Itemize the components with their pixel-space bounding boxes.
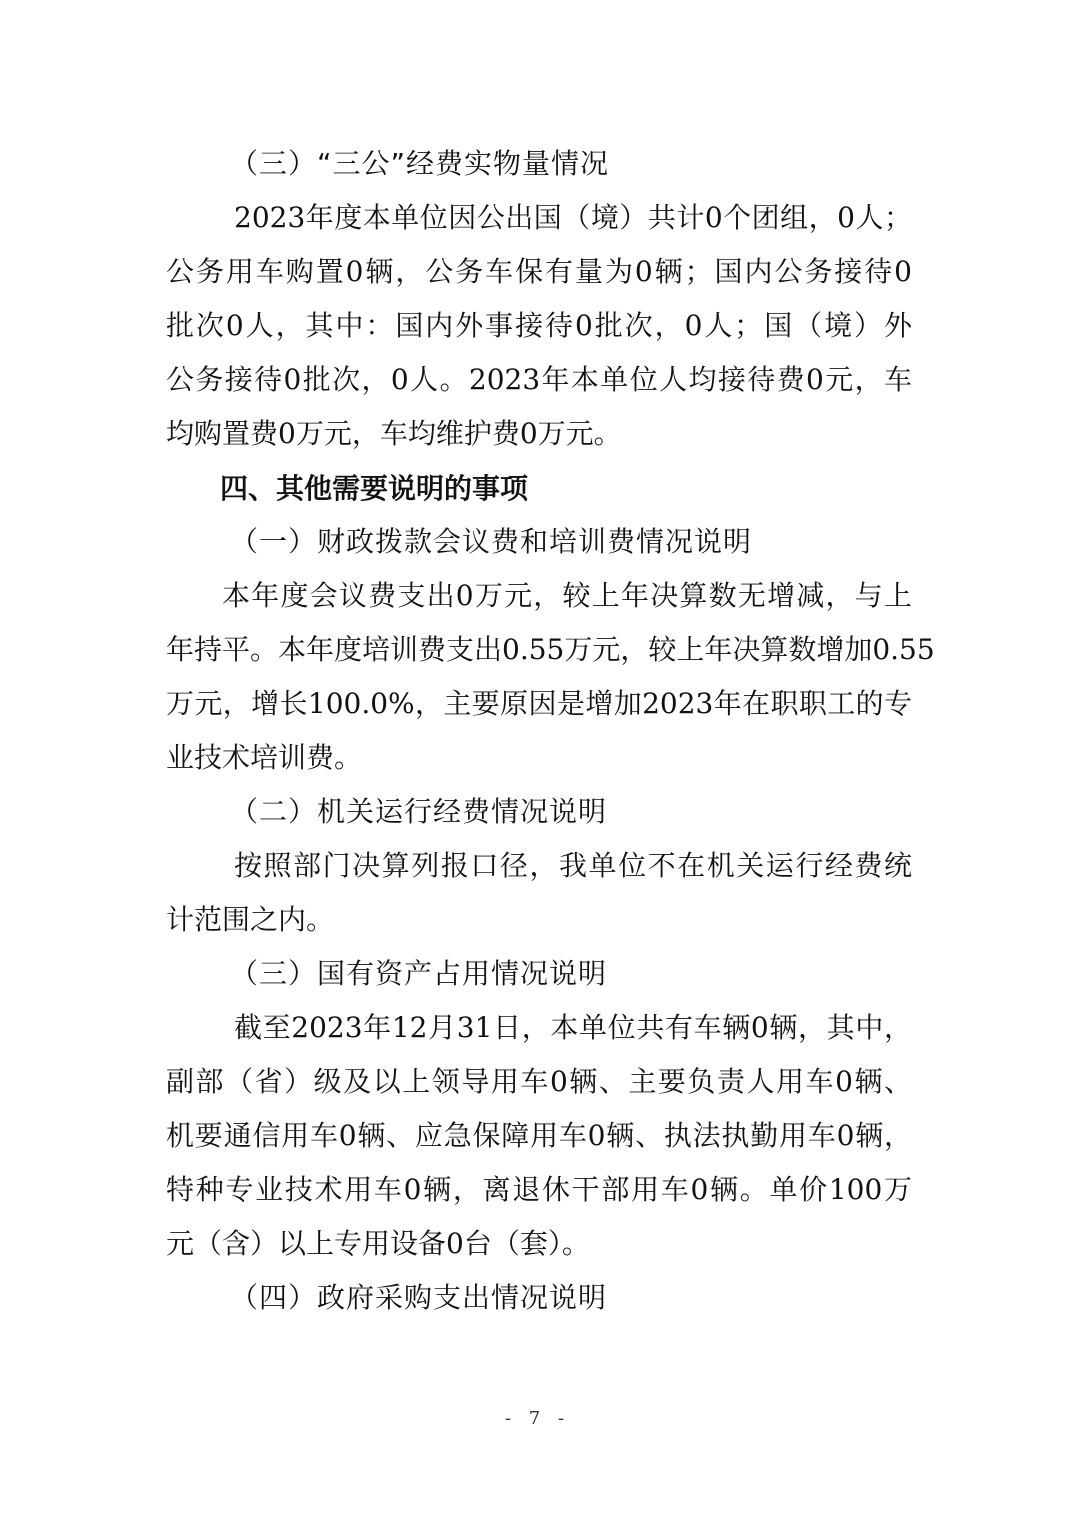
page-number: - 7 - <box>504 1408 571 1429</box>
paragraph-line: 副部（省）级及以上领导用车0辆、主要负责人用车0辆、 <box>166 1065 912 1098</box>
section-heading-procurement: （四）政府采购支出情况说明 <box>230 1281 608 1314</box>
section-title-other-matters: 四、其他需要说明的事项 <box>220 472 529 505</box>
paragraph-line: 计范围之内。 <box>166 903 335 936</box>
paragraph-line: 万元，增长100.0%，主要原因是增加2023年在职职工的专 <box>166 687 912 720</box>
paragraph-line: 按照部门决算列报口径，我单位不在机关运行经费统 <box>234 849 912 882</box>
paragraph-line: 2023年度本单位因公出国（境）共计0个团组，0人； <box>234 201 912 234</box>
paragraph-line: 年持平。本年度培训费支出0.55万元，较上年决算数增加0.55 <box>166 633 935 666</box>
paragraph-line: 均购置费0万元，车均维护费0万元。 <box>166 417 622 450</box>
paragraph-line: 公务用车购置0辆，公务车保有量为0辆；国内公务接待0 <box>166 255 912 288</box>
paragraph-line: 本年度会议费支出0万元，较上年决算数无增减，与上 <box>222 579 912 612</box>
section-heading-meeting-training: （一）财政拨款会议费和培训费情况说明 <box>230 525 753 558</box>
paragraph-line: 特种专业技术用车0辆，离退休干部用车0辆。单价100万 <box>166 1173 912 1206</box>
section-heading-operating-funds: （二）机关运行经费情况说明 <box>230 795 608 828</box>
paragraph-line: 截至2023年12月31日，本单位共有车辆0辆，其中， <box>234 1011 912 1044</box>
paragraph-line: 元（含）以上专用设备0台（套）。 <box>166 1227 590 1260</box>
paragraph-line: 业技术培训费。 <box>166 741 363 774</box>
paragraph-line: 公务接待0批次，0人。2023年本单位人均接待费0元，车 <box>166 363 912 396</box>
paragraph-line: 机要通信用车0辆、应急保障用车0辆、执法执勤用车0辆， <box>166 1119 912 1152</box>
section-heading-state-assets: （三）国有资产占用情况说明 <box>230 957 608 990</box>
paragraph-line: 批次0人，其中：国内外事接待0批次，0人；国（境）外 <box>166 309 912 342</box>
section-heading-sanggong-quantity: （三）“三公”经费实物量情况 <box>230 147 610 180</box>
